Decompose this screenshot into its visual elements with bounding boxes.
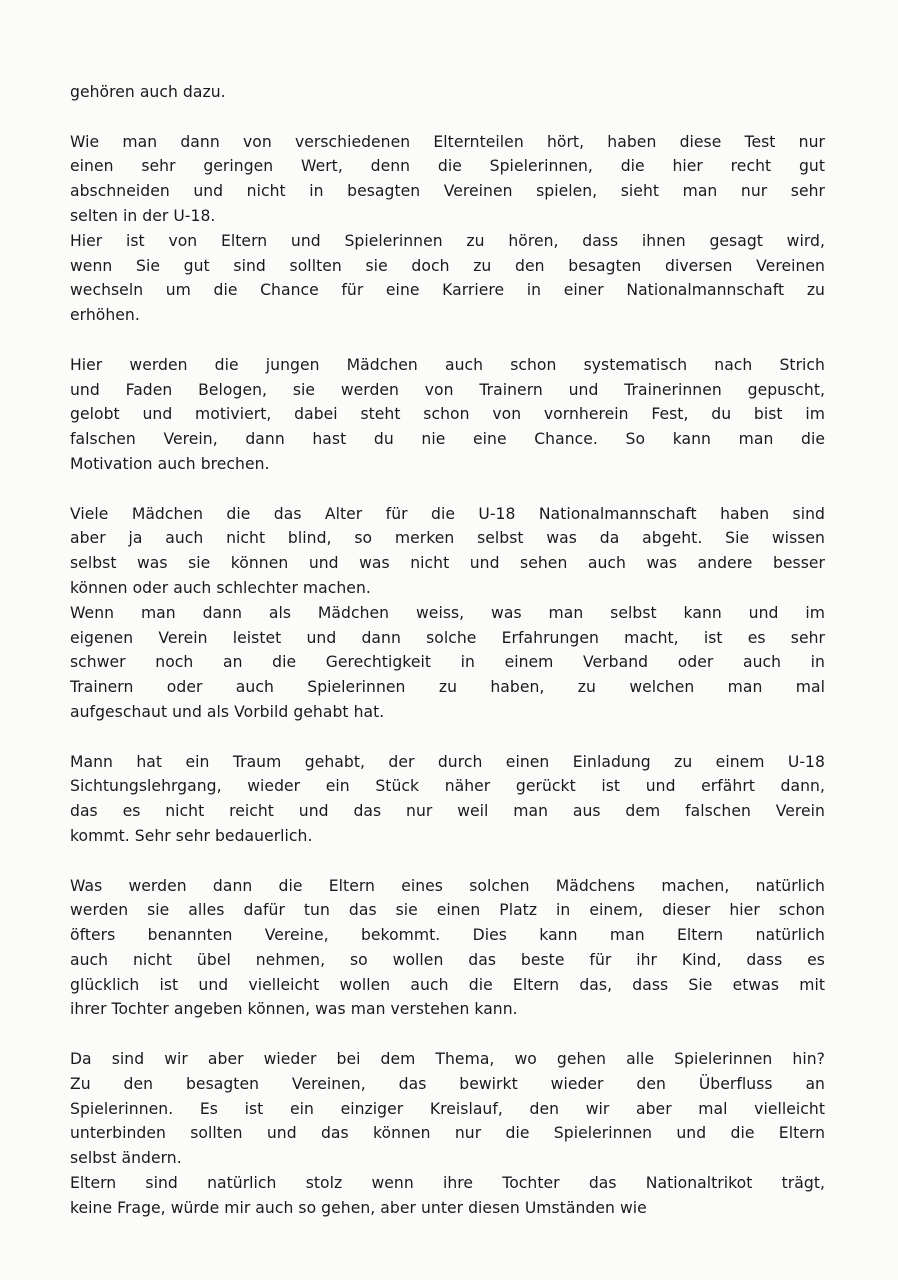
text-line: wechseln um die Chance für eine Karriere in einer Nationalmannschaft zu	[70, 281, 825, 300]
paragraph-spacer	[70, 477, 825, 502]
text-line: Wenn man dann als Mädchen weiss, was man selbst kann und im	[70, 603, 825, 622]
text-line: werden sie alles dafür tun das sie einen Platz in einem, dieser hier schon	[70, 901, 825, 920]
text-line: und Faden Belogen, sie werden von Trainern und Trainerinnen gepuscht,	[70, 380, 825, 399]
text-line: ihrer Tochter angeben können, was man verstehen kann.	[70, 1000, 518, 1019]
text-line: selten in der U-18.	[70, 206, 216, 225]
text-line: aber ja auch nicht blind, so merken selbst was da abgeht. Sie wissen	[70, 529, 825, 548]
paragraph	[70, 874, 825, 1023]
text-line: Viele Mädchen die das Alter für die U-18 Nationalmannschaft haben sind	[70, 504, 825, 523]
paragraph-spacer	[70, 328, 825, 353]
text-line: gelobt und motiviert, dabei steht schon von vornherein Fest, du bist im	[70, 405, 825, 424]
text-line: gehören auch dazu.	[70, 83, 226, 101]
text-line: abschneiden und nicht in besagten Vereinen spielen, sieht man nur sehr	[70, 182, 825, 201]
text-line: unterbinden sollten und das können nur die Spielerinnen und die Eltern	[70, 1124, 825, 1143]
text-line: kommt. Sehr sehr bedauerlich.	[70, 826, 313, 845]
text-line: Eltern sind natürlich stolz wenn ihre Tochter das Nationaltrikot trägt,	[70, 1174, 825, 1193]
text-line: glücklich ist und vielleicht wollen auch die Eltern das, dass Sie etwas mit	[70, 975, 825, 994]
text-line: Da sind wir aber wieder bei dem Thema, wo gehen alle Spielerinnen hin?	[70, 1050, 825, 1069]
paragraph	[70, 502, 825, 725]
text-line: selbst was sie können und was nicht und sehen auch was andere besser	[70, 554, 825, 573]
text-line: Zu den besagten Vereinen, das bewirkt wieder den Überfluss an	[70, 1074, 825, 1093]
text-line: erhöhen.	[70, 306, 140, 325]
paragraph	[70, 80, 825, 105]
text-line: keine Frage, würde mir auch so gehen, aber unter diesen Umständen wie	[70, 1198, 647, 1217]
paragraph-spacer	[70, 1022, 825, 1047]
text-line: Was werden dann die Eltern eines solchen Mädchens machen, natürlich	[70, 876, 825, 895]
paragraph-spacer	[70, 725, 825, 750]
text-line: Sichtungslehrgang, wieder ein Stück näher gerückt ist und erfährt dann,	[70, 777, 825, 796]
text-line: auch nicht übel nehmen, so wollen das beste für ihr Kind, dass es	[70, 950, 825, 969]
paragraph	[70, 1047, 825, 1221]
paragraph-spacer	[70, 849, 825, 874]
paragraph-spacer	[70, 105, 825, 130]
text-line: schwer noch an die Gerechtigkeit in einem Verband oder auch in	[70, 653, 825, 672]
paragraph	[70, 353, 825, 477]
text-line: einen sehr geringen Wert, denn die Spielerinnen, die hier recht gut	[70, 157, 825, 176]
text-line: wenn Sie gut sind sollten sie doch zu den besagten diversen Vereinen	[70, 256, 825, 275]
paragraph	[70, 130, 825, 328]
text-line: Hier werden die jungen Mädchen auch schon systematisch nach Strich	[70, 355, 825, 374]
text-line: Motivation auch brechen.	[70, 454, 270, 473]
text-line: falschen Verein, dann hast du nie eine Chance. So kann man die	[70, 430, 825, 449]
text-line: aufgeschaut und als Vorbild gehabt hat.	[70, 702, 385, 721]
paragraph	[70, 750, 825, 849]
text-line: das es nicht reicht und das nur weil man aus dem falschen Verein	[70, 802, 825, 821]
text-line: selbst ändern.	[70, 1149, 182, 1168]
text-line: eigenen Verein leistet und dann solche Erfahrungen macht, ist es sehr	[70, 628, 825, 647]
text-line: öfters benannten Vereine, bekommt. Dies kann man Eltern natürlich	[70, 926, 825, 945]
text-line: Mann hat ein Traum gehabt, der durch einen Einladung zu einem U-18	[70, 752, 825, 771]
text-line: Trainern oder auch Spielerinnen zu haben, zu welchen man mal	[70, 678, 825, 697]
text-line: können oder auch schlechter machen.	[70, 578, 371, 597]
text-line: Spielerinnen. Es ist ein einziger Kreislauf, den wir aber mal vielleicht	[70, 1099, 825, 1118]
text-line: Wie man dann von verschiedenen Elternteilen hört, haben diese Test nur	[70, 132, 825, 151]
document-body	[70, 80, 825, 1221]
text-line: Hier ist von Eltern und Spielerinnen zu hören, dass ihnen gesagt wird,	[70, 231, 825, 250]
